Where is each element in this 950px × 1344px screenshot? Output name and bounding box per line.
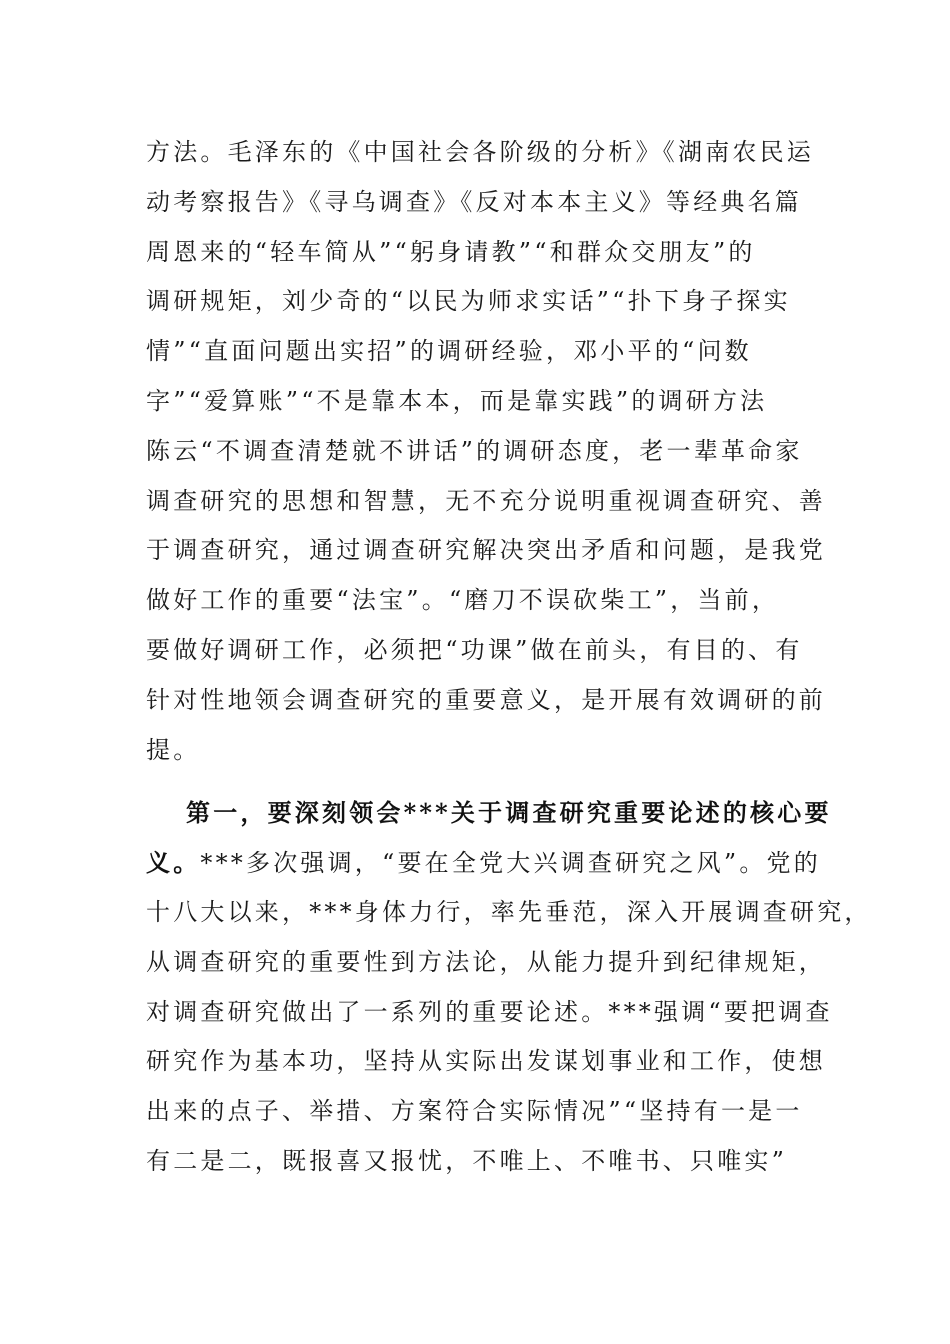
- text-line: 做好工作的重要“法宝”。“磨刀不误砍柴工”，当前，: [146, 586, 780, 615]
- text-line: 调查研究的思想和智慧，无不充分说明重视调查研究、善: [146, 486, 826, 515]
- text-line: 调研规矩，刘少奇的“以民为师求实话”“扑下身子探实: [146, 287, 791, 316]
- text-line-rest: ***多次强调，“要在全党大兴调查研究之风”。党的: [200, 849, 821, 878]
- text-line: 于调查研究，通过调查研究解决突出矛盾和问题，是我党: [146, 536, 826, 565]
- text-line: 针对性地领会调查研究的重要意义，是开展有效调研的前: [146, 685, 826, 714]
- document-body: [146, 128, 872, 1187]
- text-line: 有二是二，既报喜又报忧，不唯上、不唯书、只唯实”: [146, 1146, 788, 1175]
- text-line: 出来的点子、举措、方案符合实际情况”“坚持有一是一: [146, 1097, 803, 1126]
- section-heading-end: 义。: [146, 848, 201, 878]
- section-heading: 第一，要深刻领会***关于调查研究重要论述的核心要: [186, 798, 832, 828]
- text-line: 研究作为基本功，坚持从实际出发谋划事业和工作，使想: [146, 1047, 826, 1076]
- text-line: [146, 838, 826, 888]
- text-line: 方法。毛泽东的《中国社会各阶级的分析》《湖南农民运: [146, 138, 814, 166]
- text-line: 提。: [146, 735, 201, 764]
- text-line: 字”“爱算账”“不是靠本本，而是靠实践”的调研方法: [146, 386, 768, 415]
- text-line: 情”“直面问题出实招”的调研经验，邓小平的“问数: [146, 337, 752, 366]
- text-line: 十八大以来，***身体力行，率先垂范，深入开展调查研究，: [146, 897, 872, 926]
- text-line: 陈云“不调查清楚就不讲话”的调研态度，老一辈革命家: [146, 436, 803, 465]
- text-line: 动考察报告》《寻乌调查》《反对本本主义》等经典名篇: [146, 187, 802, 216]
- text-line: 对调查研究做出了一系列的重要论述。***强调“要把调查: [146, 997, 833, 1026]
- paragraph-gap: [146, 775, 826, 788]
- text-line: 周恩来的“轻车简从”“躬身请教”“和群众交朋友”的: [146, 237, 756, 266]
- text-line: 要做好调研工作，必须把“功课”做在前头，有目的、有: [146, 635, 803, 664]
- text-line: 从调查研究的重要性到方法论，从能力提升到纪律规矩，: [146, 947, 826, 976]
